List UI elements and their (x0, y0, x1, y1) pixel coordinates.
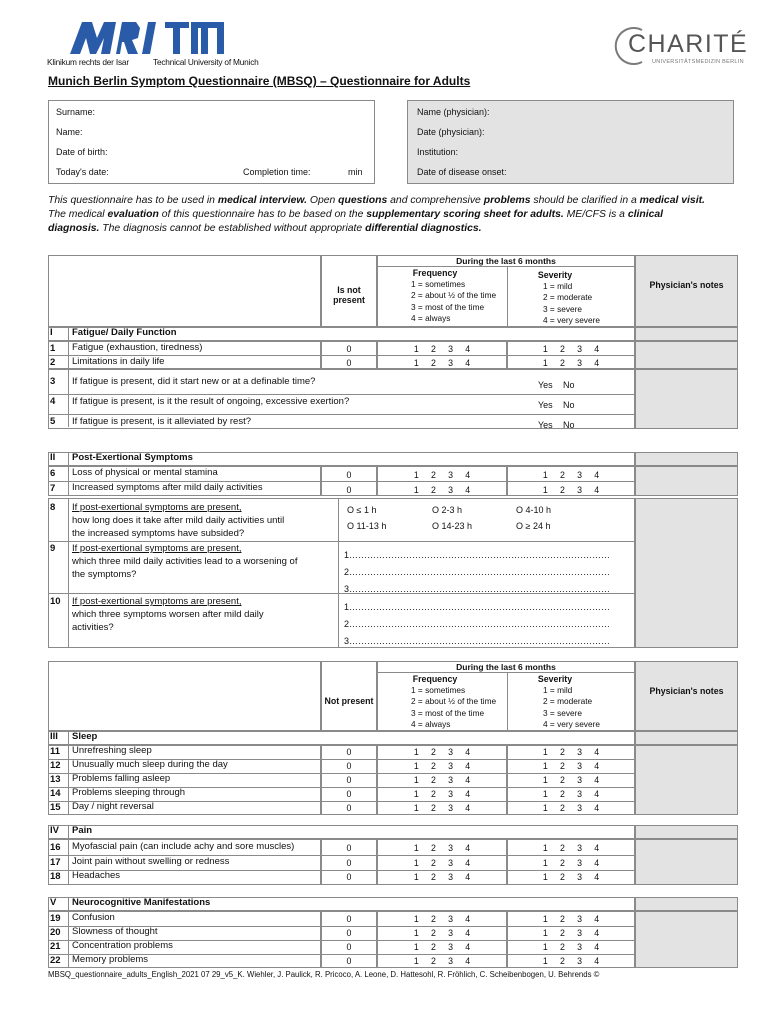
item-number: 1 (50, 343, 56, 354)
not-present-option[interactable]: 0 (346, 872, 352, 882)
item-label: If post-exertional symptoms are present, (72, 543, 242, 554)
no-option[interactable]: No (563, 400, 575, 410)
item-label: If post-exertional symptoms are present, (72, 596, 242, 607)
charite-name: CHARITÉ (628, 30, 749, 58)
item-number: 6 (50, 468, 56, 479)
surname-label[interactable]: Surname: (56, 107, 96, 117)
item-label: Loss of physical or mental stamina (72, 467, 218, 478)
severity-options[interactable]: 1 2 3 4 (542, 843, 600, 853)
duration-option[interactable]: O 11-13 h (347, 521, 387, 531)
not-present-header: Is not present (333, 285, 365, 305)
duration-option[interactable]: O 4-10 h (516, 505, 552, 515)
not-present-option[interactable]: 0 (346, 956, 352, 966)
severity-options[interactable]: 1 2 3 4 (542, 775, 600, 785)
mri-logo (70, 18, 225, 56)
item-label: If fatigue is present, is it alleviated by rest? (72, 416, 252, 427)
item-number: 13 (50, 774, 61, 785)
completion-label[interactable]: Completion time: (243, 167, 311, 177)
answer-line[interactable]: 2…………………………………………………………………………… (344, 619, 611, 629)
frequency-options[interactable]: 1 2 3 4 (413, 942, 471, 952)
item-label: which three mild daily activities lead to a worsening of (72, 556, 298, 567)
not-present-option[interactable]: 0 (346, 747, 352, 757)
frequency-options[interactable]: 1 2 3 4 (413, 956, 471, 966)
item-number: 18 (50, 871, 61, 882)
page-title: Munich Berlin Symptom Questionnaire (MBSQ) – Questionnaire for Adults (48, 74, 471, 88)
item-label: If post-exertional symptoms are present, (72, 502, 242, 513)
answer-line[interactable]: 1…………………………………………………………………………… (344, 602, 611, 612)
frequency-options[interactable]: 1 2 3 4 (413, 789, 471, 799)
physician-notes-header: Physician's notes (649, 280, 724, 290)
onset-label[interactable]: Date of disease onset: (417, 167, 507, 177)
duration-option[interactable]: O 2-3 h (432, 505, 463, 515)
severity-options[interactable]: 1 2 3 4 (542, 747, 600, 757)
section-num: I (50, 327, 53, 338)
frequency-options[interactable]: 1 2 3 4 (413, 485, 471, 495)
answer-line[interactable]: 3…………………………………………………………………………… (344, 584, 611, 594)
no-option[interactable]: No (563, 420, 575, 430)
yes-option[interactable]: Yes (538, 420, 553, 430)
item-number: 10 (50, 596, 61, 607)
severity-options[interactable]: 1 2 3 4 (542, 803, 600, 813)
not-present-option[interactable]: 0 (346, 803, 352, 813)
not-present-header: Not present (324, 696, 374, 706)
frequency-options[interactable]: 1 2 3 4 (413, 761, 471, 771)
item-label: which three symptoms worsen after mild daily (72, 609, 264, 620)
charite-subtitle: UNIVERSITÄTSMEDIZIN BERLIN (652, 59, 744, 65)
severity-options[interactable]: 1 2 3 4 (542, 928, 600, 938)
frequency-options[interactable]: 1 2 3 4 (413, 747, 471, 757)
frequency-options[interactable]: 1 2 3 4 (413, 775, 471, 785)
during-label: During the last 6 months (456, 256, 556, 266)
clinic-name: Klinikum rechts der Isar (47, 57, 129, 67)
severity-options[interactable]: 1 2 3 4 (542, 789, 600, 799)
item-label: Day / night reversal (72, 801, 154, 812)
not-present-option[interactable]: 0 (346, 344, 352, 354)
item-number: 4 (50, 396, 56, 407)
item-label: activities? (72, 622, 114, 633)
item-label: Slowness of thought (72, 926, 158, 937)
item-number: 20 (50, 927, 61, 938)
no-option[interactable]: No (563, 380, 575, 390)
severity-legend: 1 = mild 2 = moderate 3 = severe 4 = very severe (543, 281, 600, 325)
item-label: Unusually much sleep during the day (72, 759, 228, 770)
item-label: Limitations in daily life (72, 356, 165, 367)
frequency-header: Frequency (412, 674, 458, 684)
name-label[interactable]: Name: (56, 127, 83, 137)
item-label: Joint pain without swelling or redness (72, 856, 230, 867)
item-number: 9 (50, 543, 56, 554)
dob-label[interactable]: Date of birth: (56, 147, 108, 157)
duration-option[interactable]: O ≤ 1 h (347, 505, 377, 515)
item-label: If fatigue is present, did it start new or at a definable time? (72, 376, 316, 387)
item-label: Myofascial pain (can include achy and sore muscles) (72, 841, 295, 852)
physician-name-label[interactable]: Name (physician): (417, 107, 490, 117)
min-label: min (348, 167, 363, 177)
university-name: Technical University of Munich (153, 57, 259, 67)
answer-line[interactable]: 2…………………………………………………………………………… (344, 567, 611, 577)
frequency-options[interactable]: 1 2 3 4 (413, 344, 471, 354)
intro-paragraph: This questionnaire has to be used in medical interview. Open questions and comprehensive problems should be clarified in a medical visit. The medical evaluation of this questionnaire has to be based on the supplementary scoring sheet for adults. ME/CFS is a clinical diagnosis. The diagnosis cannot be established without appropriate differential diagnostics. (48, 195, 705, 234)
item-number: 15 (50, 802, 61, 813)
item-number: 12 (50, 760, 61, 771)
section-num: II (50, 452, 56, 463)
item-number: 17 (50, 857, 61, 868)
section-title: Pain (72, 825, 93, 836)
physician-date-label[interactable]: Date (physician): (417, 127, 485, 137)
section-num: V (50, 897, 57, 908)
section-num: IV (50, 825, 59, 836)
item-label: Memory problems (72, 954, 149, 965)
severity-options[interactable]: 1 2 3 4 (542, 485, 600, 495)
duration-option[interactable]: O ≥ 24 h (516, 521, 551, 531)
not-present-option[interactable]: 0 (346, 789, 352, 799)
severity-options[interactable]: 1 2 3 4 (542, 761, 600, 771)
during-label: During the last 6 months (456, 662, 556, 672)
section-title: Neurocognitive Manifestations (72, 897, 211, 908)
frequency-options[interactable]: 1 2 3 4 (413, 803, 471, 813)
item-label: Headaches (72, 870, 121, 881)
frequency-options[interactable]: 1 2 3 4 (413, 858, 471, 868)
item-number: 11 (50, 746, 61, 757)
frequency-options[interactable]: 1 2 3 4 (413, 872, 471, 882)
item-label: Increased symptoms after mild daily activities (72, 482, 263, 493)
section-num: III (50, 731, 58, 742)
severity-header: Severity (537, 270, 573, 280)
item-number: 2 (50, 357, 56, 368)
duration-option[interactable]: O 14-23 h (432, 521, 473, 531)
item-label: how long does it take after mild daily activities until (72, 515, 285, 526)
item-number: 16 (50, 842, 61, 853)
item-label: Confusion (72, 912, 115, 923)
item-number: 14 (50, 788, 61, 799)
not-present-option[interactable]: 0 (346, 858, 352, 868)
item-label: Concentration problems (72, 940, 173, 951)
severity-options[interactable]: 1 2 3 4 (542, 358, 600, 368)
severity-options[interactable]: 1 2 3 4 (542, 914, 600, 924)
frequency-options[interactable]: 1 2 3 4 (413, 914, 471, 924)
not-present-option[interactable]: 0 (346, 942, 352, 952)
severity-options[interactable]: 1 2 3 4 (542, 872, 600, 882)
frequency-legend: 1 = sometimes 2 = about ½ of the time 3 = most of the time 4 = always (411, 685, 497, 729)
frequency-options[interactable]: 1 2 3 4 (413, 928, 471, 938)
severity-options[interactable]: 1 2 3 4 (542, 956, 600, 966)
yes-option[interactable]: Yes (538, 400, 553, 410)
item-label: Problems sleeping through (72, 787, 186, 798)
item-number: 3 (50, 376, 56, 387)
footer-citation: MBSQ_questionnaire_adults_English_2021 07 29_v5_K. Wiehler, J. Paulick, R. Pricoco, A. Leone, D. Hattesohl, R. Fröhlich, C. Scheibenbogen, U. Behrends © (48, 970, 600, 979)
not-present-option[interactable]: 0 (346, 775, 352, 785)
item-number: 5 (50, 416, 56, 427)
frequency-options[interactable]: 1 2 3 4 (413, 358, 471, 368)
today-label[interactable]: Today's date: (56, 167, 109, 177)
not-present-option[interactable]: 0 (346, 485, 352, 495)
item-label: If fatigue is present, is it the result of ongoing, excessive exertion? (72, 396, 350, 407)
physician-notes-header: Physician's notes (649, 686, 724, 696)
severity-options[interactable]: 1 2 3 4 (542, 858, 600, 868)
not-present-option[interactable]: 0 (346, 843, 352, 853)
item-number: 21 (50, 941, 61, 952)
item-label: the increased symptoms have subsided? (72, 528, 245, 539)
item-label: the symptoms? (72, 569, 137, 580)
item-label: Fatigue (exhaustion, tiredness) (72, 342, 203, 353)
not-present-option[interactable]: 0 (346, 914, 352, 924)
item-label: Unrefreshing sleep (72, 745, 152, 756)
answer-line[interactable]: 3…………………………………………………………………………… (344, 636, 611, 646)
severity-options[interactable]: 1 2 3 4 (542, 470, 600, 480)
not-present-option[interactable]: 0 (346, 928, 352, 938)
frequency-header: Frequency (412, 268, 458, 278)
severity-legend: 1 = mild 2 = moderate 3 = severe 4 = very severe (543, 685, 600, 729)
yes-option[interactable]: Yes (538, 380, 553, 390)
frequency-options[interactable]: 1 2 3 4 (413, 843, 471, 853)
severity-options[interactable]: 1 2 3 4 (542, 344, 600, 354)
severity-options[interactable]: 1 2 3 4 (542, 942, 600, 952)
frequency-legend: 1 = sometimes 2 = about ½ of the time 3 = most of the time 4 = always (411, 279, 497, 323)
institution-label[interactable]: Institution: (417, 147, 459, 157)
not-present-option[interactable]: 0 (346, 470, 352, 480)
not-present-option[interactable]: 0 (346, 358, 352, 368)
not-present-option[interactable]: 0 (346, 761, 352, 771)
item-number: 7 (50, 483, 56, 494)
section-title: Post-Exertional Symptoms (72, 452, 193, 463)
item-number: 19 (50, 913, 61, 924)
answer-line[interactable]: 1…………………………………………………………………………… (344, 550, 611, 560)
item-label: Problems falling asleep (72, 773, 171, 784)
item-number: 8 (50, 502, 56, 513)
section-title: Fatigue/ Daily Function (72, 327, 177, 338)
item-number: 22 (50, 955, 61, 966)
section-title: Sleep (72, 731, 98, 742)
severity-header: Severity (537, 674, 573, 684)
frequency-options[interactable]: 1 2 3 4 (413, 470, 471, 480)
